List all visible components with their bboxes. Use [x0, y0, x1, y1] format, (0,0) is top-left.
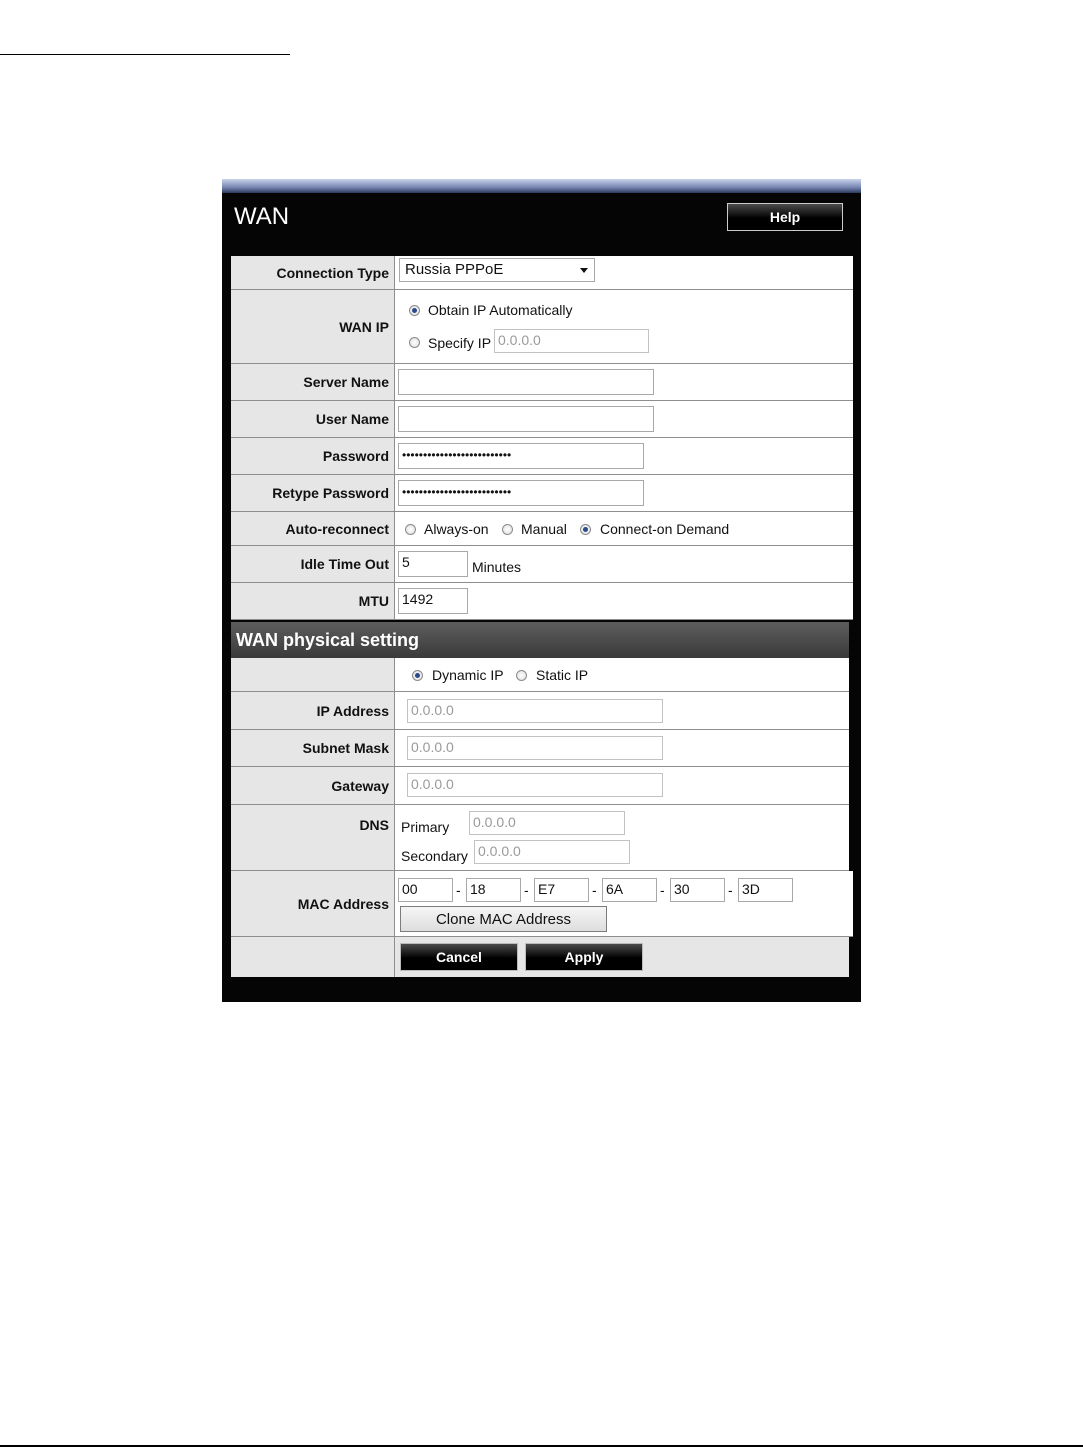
password-row	[231, 438, 853, 475]
server-name-input[interactable]	[398, 369, 654, 395]
mac-address-label: MAC Address	[297, 895, 389, 912]
dns-secondary-input[interactable]: 0.0.0.0	[474, 840, 630, 864]
manual-radio[interactable]	[502, 524, 513, 535]
idle-timeout-row	[231, 546, 853, 583]
document-bottom-rule	[0, 1445, 1083, 1447]
connection-type-select[interactable]	[399, 258, 595, 282]
document-top-rule	[0, 54, 290, 55]
password-label: Password	[322, 448, 389, 464]
chevron-down-icon	[580, 268, 588, 273]
password-input[interactable]: ••••••••••••••••••••••••••	[398, 443, 644, 469]
actions-label-cell	[231, 937, 393, 977]
dns-row	[231, 805, 849, 871]
user-name-input[interactable]	[398, 406, 654, 432]
obtain-ip-label: Obtain IP Automatically	[428, 302, 573, 318]
user-name-label: User Name	[315, 411, 389, 427]
wan-settings-panel	[222, 179, 861, 1002]
mtu-row	[231, 583, 853, 620]
panel-top-bar	[222, 179, 861, 193]
mac-octet-6-input[interactable]: 3D	[738, 878, 793, 902]
user-name-row	[231, 401, 853, 438]
page-title: WAN	[234, 203, 290, 230]
manual-label: Manual	[521, 521, 567, 537]
specify-ip-radio[interactable]	[409, 337, 420, 348]
mtu-input[interactable]: 1492	[398, 588, 468, 614]
retype-password-input[interactable]: ••••••••••••••••••••••••••	[398, 480, 644, 506]
connect-on-demand-radio[interactable]	[580, 524, 591, 535]
always-on-radio[interactable]	[405, 524, 416, 535]
wan-ip-row	[231, 290, 853, 364]
specify-ip-input[interactable]: 0.0.0.0	[494, 329, 649, 353]
static-ip-radio[interactable]	[516, 670, 527, 681]
wan-ip-label: WAN IP	[339, 318, 389, 335]
mac-octet-2-input[interactable]: 18	[466, 878, 521, 902]
mac-octet-5-input[interactable]: 30	[670, 878, 725, 902]
dns-secondary-label: Secondary	[401, 848, 468, 864]
physical-mode-row	[231, 658, 849, 692]
dns-primary-input[interactable]: 0.0.0.0	[469, 811, 625, 835]
mac-octet-4-input[interactable]: 6A	[602, 878, 657, 902]
help-button[interactable]: Help	[727, 203, 843, 231]
specify-ip-label: Specify IP	[428, 335, 492, 351]
ip-address-row	[231, 692, 849, 730]
auto-reconnect-label: Auto-reconnect	[285, 520, 389, 537]
connect-on-demand-label: Connect-on Demand	[600, 521, 730, 537]
dns-primary-label: Primary	[401, 819, 450, 835]
gateway-input[interactable]: 0.0.0.0	[407, 773, 663, 797]
subnet-mask-label: Subnet Mask	[302, 740, 389, 756]
obtain-ip-radio[interactable]	[409, 305, 420, 316]
mac-separator: -	[456, 882, 461, 898]
mac-separator: -	[660, 882, 665, 898]
dns-label: DNS	[359, 817, 389, 833]
idle-timeout-label: Idle Time Out	[300, 556, 389, 572]
server-name-row	[231, 364, 853, 401]
mac-separator: -	[728, 882, 733, 898]
idle-timeout-unit: Minutes	[472, 559, 522, 575]
idle-timeout-input[interactable]: 5	[398, 551, 468, 577]
actions-row	[231, 937, 849, 977]
apply-button[interactable]: Apply	[525, 943, 643, 971]
retype-password-row	[231, 475, 853, 512]
always-on-label: Always-on	[424, 521, 489, 537]
gateway-label: Gateway	[331, 777, 389, 794]
connection-type-value: Russia PPPoE	[405, 261, 504, 278]
mac-separator: -	[592, 882, 597, 898]
ip-address-input[interactable]: 0.0.0.0	[407, 699, 663, 723]
subnet-mask-input[interactable]: 0.0.0.0	[407, 736, 663, 760]
dynamic-ip-radio[interactable]	[412, 670, 423, 681]
server-name-label: Server Name	[303, 374, 389, 390]
connection-type-row	[231, 256, 853, 290]
clone-mac-button[interactable]: Clone MAC Address	[400, 906, 607, 932]
mac-octet-3-input[interactable]: E7	[534, 878, 589, 902]
mac-separator: -	[524, 882, 529, 898]
physical-mode-label-cell	[231, 658, 393, 691]
cancel-button[interactable]: Cancel	[400, 943, 518, 971]
mtu-label: MTU	[358, 593, 389, 609]
mac-octet-1-input[interactable]: 00	[398, 878, 453, 902]
static-ip-label: Static IP	[536, 667, 589, 683]
auto-reconnect-row	[231, 512, 853, 546]
physical-section-title: WAN physical setting	[231, 622, 849, 658]
mac-address-row	[231, 871, 853, 937]
ip-address-label: IP Address	[316, 702, 389, 719]
retype-password-label: Retype Password	[272, 485, 389, 501]
gateway-row	[231, 767, 849, 805]
dynamic-ip-label: Dynamic IP	[432, 667, 504, 683]
subnet-mask-row	[231, 730, 849, 767]
connection-type-label: Connection Type	[276, 264, 389, 281]
